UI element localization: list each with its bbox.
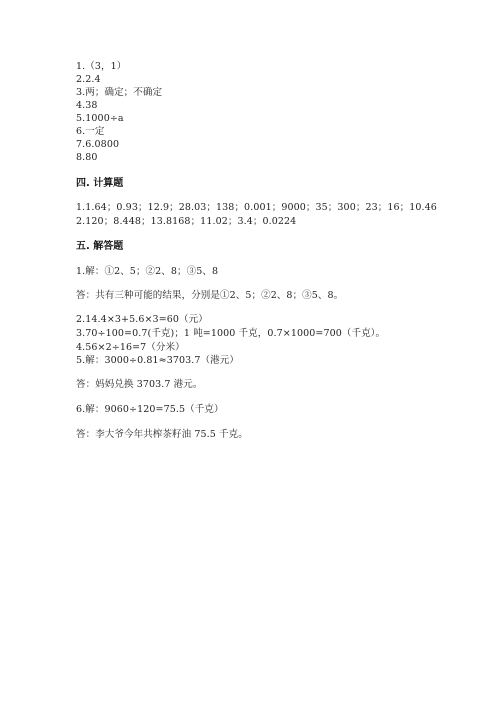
answer-q3: 3.70÷100=0.7(千克)；1 吨=1000 千克，0.7×1000=700（千克）。 [76, 328, 386, 339]
answer-q1: 1.解：①2、5；②2、8；③5、8 [76, 266, 219, 277]
answer-q6-conclusion: 答：李大爷今年共榨茶籽油 75.5 千克。 [76, 429, 248, 440]
answer-section-heading: 五. 解答题 [76, 241, 124, 252]
fill-answer-6: 6.一定 [76, 126, 105, 137]
answer-q4: 4.56×2÷16=7（分米） [76, 342, 185, 353]
answer-q6: 6.解：9060÷120=75.5（千克） [76, 404, 224, 415]
fill-answer-4: 4.38 [76, 100, 98, 111]
calc-answer-2: 2.120；8.448；13.8168；11.02；3.4；0.0224 [76, 216, 297, 227]
calc-answer-1: 1.1.64；0.93；12.9；28.03；138；0.001；9000；35；300；23；16；10.46 [76, 202, 437, 213]
answer-q5-conclusion: 答：妈妈兑换 3703.7 港元。 [76, 379, 203, 390]
fill-answer-2: 2.2.4 [76, 74, 101, 85]
answer-q1-conclusion: 答：共有三种可能的结果，分别是①2、5；②2、8；③5、8。 [76, 290, 344, 301]
calc-section-heading: 四. 计算题 [76, 178, 124, 189]
fill-answer-7: 7.6.0800 [76, 139, 120, 150]
answer-q2: 2.14.4×3+5.6×3=60（元） [76, 314, 208, 325]
fill-answer-8: 8.80 [76, 152, 98, 163]
fill-answer-3: 3.两；确定；不确定 [76, 87, 163, 98]
fill-answer-1: 1.（3，1） [76, 61, 127, 72]
fill-answer-5: 5.1000÷a [76, 113, 124, 124]
answer-q5: 5.解：3000÷0.81≈3703.7（港元） [76, 355, 239, 366]
